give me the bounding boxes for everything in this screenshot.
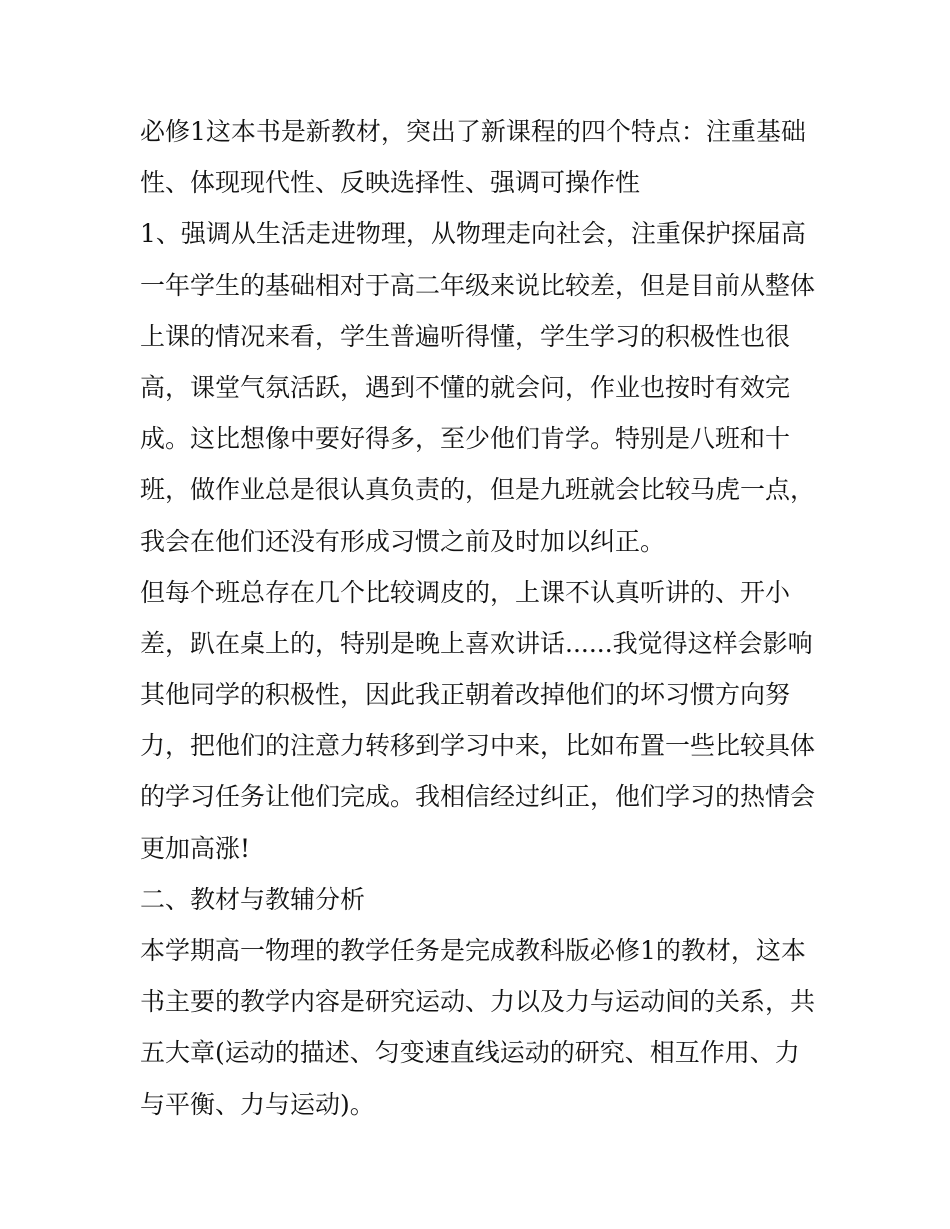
text-line: 一年学生的基础相对于高二年级来说比较差，但是目前从整体 [140,270,816,300]
text-line: 五大章(运动的描述、匀变速直线运动的研究、相互作用、力 [140,1038,800,1068]
text-line: 必修1这本书是新教材，突出了新课程的四个特点：注重基础 [140,117,806,146]
document-body [140,106,830,1130]
text-line: 力，把他们的注意力转移到学习中来，比如布置一些比较具体 [140,731,816,761]
text-line: 更加高涨! [140,833,251,863]
section-heading: 二、教材与教辅分析 [140,884,366,914]
text-line: 本学期高一物理的教学任务是完成教科版必修1的教材，这本 [140,936,806,965]
text-line: 班，做作业总是很认真负责的，但是九班就会比较马虎一点， [140,475,816,505]
text-line: 成。这比想像中要好得多，至少他们肯学。特别是八班和十 [140,424,791,454]
text-line: 但每个班总存在几个比较调皮的，上课不认真听讲的、开小 [140,577,791,607]
text-line: 我会在他们还没有形成习惯之前及时加以纠正。 [140,526,666,556]
text-line: 性、体现现代性、反映选择性、强调可操作性 [140,168,641,198]
text-line: 1、强调从生活走进物理，从物理走向社会，注重保护探届高 [140,219,806,249]
text-line: 书主要的教学内容是研究运动、力以及力与运动间的关系，共 [140,987,816,1017]
text-line: 与平衡、力与运动)。 [140,1089,375,1119]
text-line: 差，趴在桌上的，特别是晚上喜欢讲话......我觉得这样会影响 [140,628,813,658]
text-line: 其他同学的积极性，因此我正朝着改掉他们的坏习惯方向努 [140,680,791,710]
text-line: 上课的情况来看，学生普遍听得懂，学生学习的积极性也很 [140,321,791,351]
text-line: 高，课堂气氛活跃，遇到不懂的就会问，作业也按时有效完 [140,372,791,402]
text-line: 的学习任务让他们完成。我相信经过纠正，他们学习的热情会 [140,782,816,812]
